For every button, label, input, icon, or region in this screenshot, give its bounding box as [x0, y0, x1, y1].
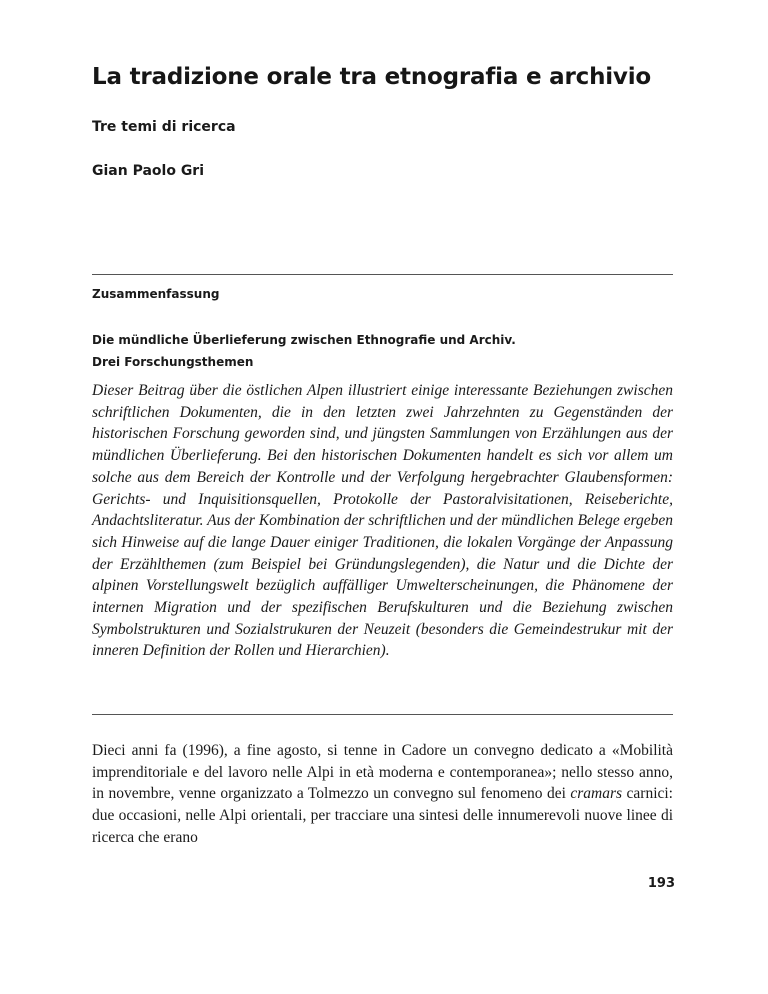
summary-title-line-2: Drei Forschungsthemen	[92, 355, 254, 369]
body-text-part-1: Dieci anni fa (1996), a fine agosto, si tenne in Cadore un convegno dedicato a «Mobilità imprenditoriale e del lavoro nelle Alpi in età moderna e contemporanea»; nello stesso anno, in novembre, venne organizzato a Tolmezzo un convegno sul fenomeno dei	[92, 742, 673, 803]
page-number: 193	[647, 876, 675, 891]
article-subtitle: Tre temi di ricerca	[92, 119, 236, 135]
body-paragraph	[92, 740, 673, 849]
article-title: La tradizione orale tra etnografia e archivio	[92, 64, 652, 90]
body-text-part-2: carnici: due occasioni, nelle Alpi orientali, per tracciare una sintesi delle innumerevoli nuove linee di ricerca che erano	[92, 785, 673, 846]
article-author: Gian Paolo Gri	[92, 163, 205, 179]
summary-bottom-divider	[92, 714, 673, 715]
body-italic-term: cramars	[570, 785, 623, 803]
summary-title-line-1: Die mündliche Überlieferung zwischen Ethnografie und Archiv.	[92, 333, 516, 347]
summary-heading: Zusammenfassung	[92, 287, 220, 301]
summary-top-divider	[92, 274, 673, 275]
summary-title	[92, 329, 516, 373]
summary-text: Dieser Beitrag über die östlichen Alpen illustriert einige interessante Beziehungen zwischen schriftlichen Dokumenten, die in den letzten zwei Jahrzehnten zu Gegenständen der historischen Forschung geworden sind, und jüngsten Sammlungen von Erzählungen aus der mündlichen Überlieferung. Bei den historischen Dokumenten handelt es sich vor allem um solche aus dem Bereich der Kontrolle und der Verfolgung hergebrachter Glaubensformen: Gerichts- und Inquisitionsquellen, Protokolle der Pastoralvisitationen, Reiseberichte, Andachtsliteratur. Aus der Kombination der schriftlichen und der mündlichen Belege ergeben sich Hinweise auf die lange Dauer einiger Traditionen, die lokalen Vorgänge der Anpassung der Erzählthemen (zum Beispiel bei Gründungslegenden), die Natur und die Dichte der alpinen Vorstellungswelt bezüglich auffälliger Umwelterscheinungen, die Phänomene der internen Migration und der spezifischen Berufskulturen und die Beziehung zwischen Symbolstrukturen und Sozialstrukuren der Neuzeit (besonders die Gemeindestrukur mit der inneren Definition der Rollen und Hierarchien).	[92, 382, 673, 660]
